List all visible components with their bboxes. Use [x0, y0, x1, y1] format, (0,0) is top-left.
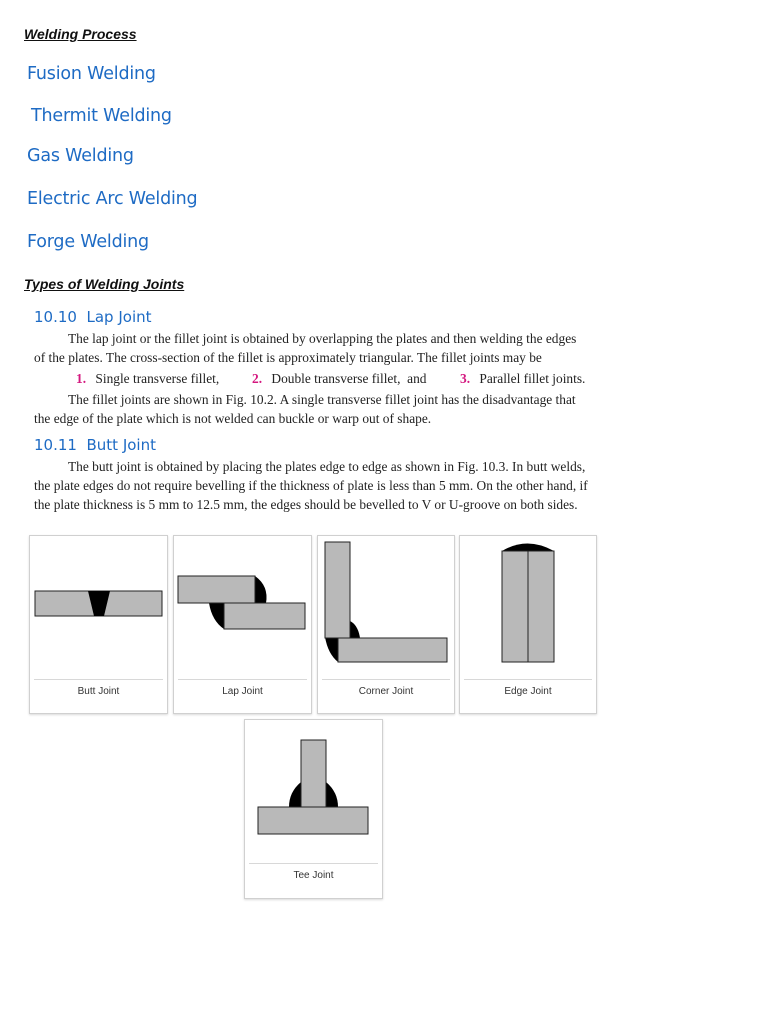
butt-section-number: 10.11 [34, 436, 77, 454]
caption-divider [34, 679, 163, 680]
process-fusion: Fusion Welding [27, 64, 156, 84]
butt-section-title [34, 436, 156, 454]
joint-types-heading: Types of Welding Joints [24, 276, 185, 292]
list-number: 2. [252, 371, 263, 386]
process-electric-arc: Electric Arc Welding [27, 189, 198, 209]
butt-paragraph-line-3: the plate thickness is 5 mm to 12.5 mm, the edges should be bevelled to V or U-groove on both sides. [34, 497, 578, 512]
lap-joint-diagram [173, 535, 312, 714]
list-text: Parallel fillet joints. [479, 371, 586, 386]
caption-divider [178, 679, 307, 680]
fillet-list-item-1 [76, 368, 219, 389]
caption-divider [249, 863, 378, 864]
list-number: 3. [460, 371, 471, 386]
list-number: 1. [76, 371, 87, 386]
butt-paragraph-line-2: the plate edges do not require bevelling if the thickness of plate is less than 5 mm. On the other hand, if [34, 478, 588, 493]
lap-section-name: Lap Joint [86, 308, 152, 326]
caption-divider [464, 679, 592, 680]
lap-section-number: 10.10 [34, 308, 77, 326]
process-gas: Gas Welding [27, 146, 134, 166]
lap-paragraph-line-2: of the plates. The cross-section of the fillet is approximately triangular. The fillet joints may be [34, 350, 542, 365]
butt-section-name: Butt Joint [86, 436, 156, 454]
corner-joint-diagram [317, 535, 455, 714]
tee-joint-caption: Tee Joint [293, 870, 334, 881]
caption-divider [322, 679, 450, 680]
tee-joint-diagram [244, 719, 383, 899]
butt-joint-caption: Butt Joint [77, 686, 120, 697]
butt-paragraph-line-1: The butt joint is obtained by placing the plates edge to edge as shown in Fig. 10.3. In butt welds, [68, 459, 586, 474]
lap-paragraph-line-1: The lap joint or the fillet joint is obtained by overlapping the plates and then welding the edges [68, 331, 577, 346]
fillet-list-item-2 [252, 368, 426, 389]
edge-joint-diagram [459, 535, 597, 714]
corner-joint-caption: Corner Joint [358, 686, 414, 697]
lap-paragraph-line-5: the edge of the plate which is not welded can buckle or warp out of shape. [34, 411, 432, 426]
welding-process-heading: Welding Process [24, 26, 137, 42]
butt-joint-diagram [29, 535, 168, 714]
process-forge: Forge Welding [27, 232, 149, 252]
lap-paragraph-line-4: The fillet joints are shown in Fig. 10.2. A single transverse fillet joint has the disadvantage that [68, 392, 576, 407]
list-text: Single transverse fillet, [95, 371, 220, 386]
lap-joint-caption: Lap Joint [222, 686, 263, 697]
lap-section-title [34, 308, 152, 326]
list-text: Double transverse fillet, and [271, 371, 427, 386]
fillet-list-item-3 [460, 368, 585, 389]
process-thermit: Thermit Welding [31, 106, 172, 126]
edge-joint-caption: Edge Joint [504, 686, 552, 697]
